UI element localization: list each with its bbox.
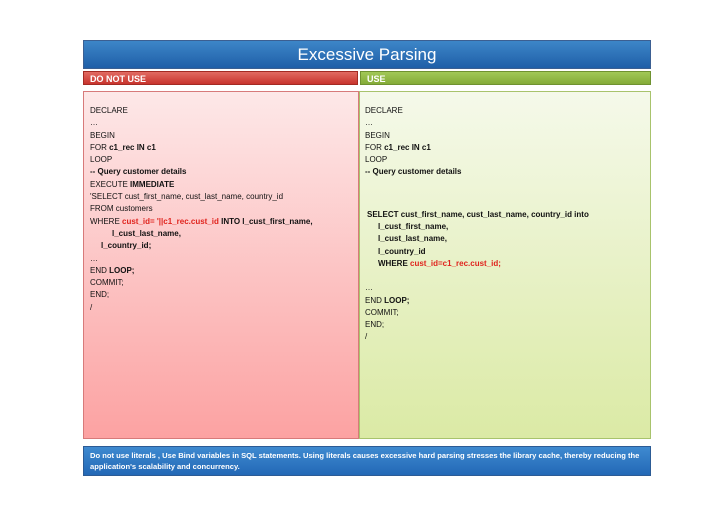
code-line xyxy=(90,179,358,191)
code-keyword-bold: IMMEDIATE xyxy=(130,179,175,189)
code-line: COMMIT; xyxy=(365,307,399,317)
slide-title: Excessive Parsing xyxy=(83,40,651,69)
code-keyword: END xyxy=(90,265,110,275)
footer-note: Do not use literals , Use Bind variables in SQL statements. Using literals causes excessive hard parsing stresses the library cache, thereby reducing the application's scalability and concurrency. xyxy=(83,446,651,476)
code-keyword-bold: LOOP; xyxy=(109,265,135,275)
code-cursor: c1_rec IN c1 xyxy=(384,142,431,152)
use-code-panel xyxy=(359,91,651,439)
code-line: … xyxy=(90,118,98,128)
code-keyword: FOR xyxy=(365,142,385,152)
code-line: SELECT cust_first_name, cust_last_name, country_id into xyxy=(367,209,589,219)
code-keyword: WHERE xyxy=(378,258,410,268)
code-line xyxy=(365,295,650,307)
code-line: … xyxy=(365,283,373,293)
code-line xyxy=(90,142,358,154)
code-line: DECLARE xyxy=(365,106,403,115)
code-into: INTO l_cust_first_name, xyxy=(218,216,313,226)
spacer xyxy=(365,197,650,209)
code-line: BEGIN xyxy=(365,130,390,140)
code-line: LOOP xyxy=(90,155,113,165)
spacer xyxy=(365,179,650,197)
code-line xyxy=(365,258,650,270)
spacer xyxy=(365,270,650,282)
code-line: / xyxy=(90,302,93,312)
code-keyword: FOR xyxy=(90,142,110,152)
code-comment: -- Query customer details xyxy=(90,167,187,177)
do-not-use-code-panel xyxy=(83,91,359,439)
bind-highlight: cust_id=c1_rec.cust_id; xyxy=(410,258,501,268)
use-header: USE xyxy=(360,71,651,85)
code-comment: -- Query customer details xyxy=(365,167,462,177)
code-line: DECLARE xyxy=(90,106,128,115)
code-line xyxy=(90,216,358,228)
code-line: / xyxy=(365,332,368,342)
code-line: END; xyxy=(365,320,385,330)
code-keyword: END xyxy=(365,295,385,305)
code-line: COMMIT; xyxy=(90,278,124,288)
do-not-use-header: DO NOT USE xyxy=(83,71,358,85)
code-line: … xyxy=(90,253,98,263)
code-line: FROM customers xyxy=(90,204,153,214)
code-line: LOOP xyxy=(365,155,388,165)
code-line: l_country_id xyxy=(378,246,426,256)
code-line: l_cust_last_name, xyxy=(112,228,181,238)
code-line: BEGIN xyxy=(90,130,115,140)
code-cursor: c1_rec IN c1 xyxy=(109,142,156,152)
code-keyword: WHERE xyxy=(90,216,122,226)
code-line: … xyxy=(365,118,373,128)
code-line xyxy=(365,142,650,154)
code-line: l_cust_first_name, xyxy=(378,222,449,232)
code-line: l_country_id; xyxy=(101,241,152,251)
code-line: 'SELECT cust_first_name, cust_last_name, country_id xyxy=(90,192,284,202)
code-keyword: EXECUTE xyxy=(90,179,131,189)
code-keyword-bold: LOOP; xyxy=(384,295,410,305)
code-line: END; xyxy=(90,290,110,300)
literal-highlight: cust_id= '||c1_rec.cust_id xyxy=(122,216,219,226)
code-line xyxy=(90,265,358,277)
code-line: l_cust_last_name, xyxy=(378,234,447,244)
